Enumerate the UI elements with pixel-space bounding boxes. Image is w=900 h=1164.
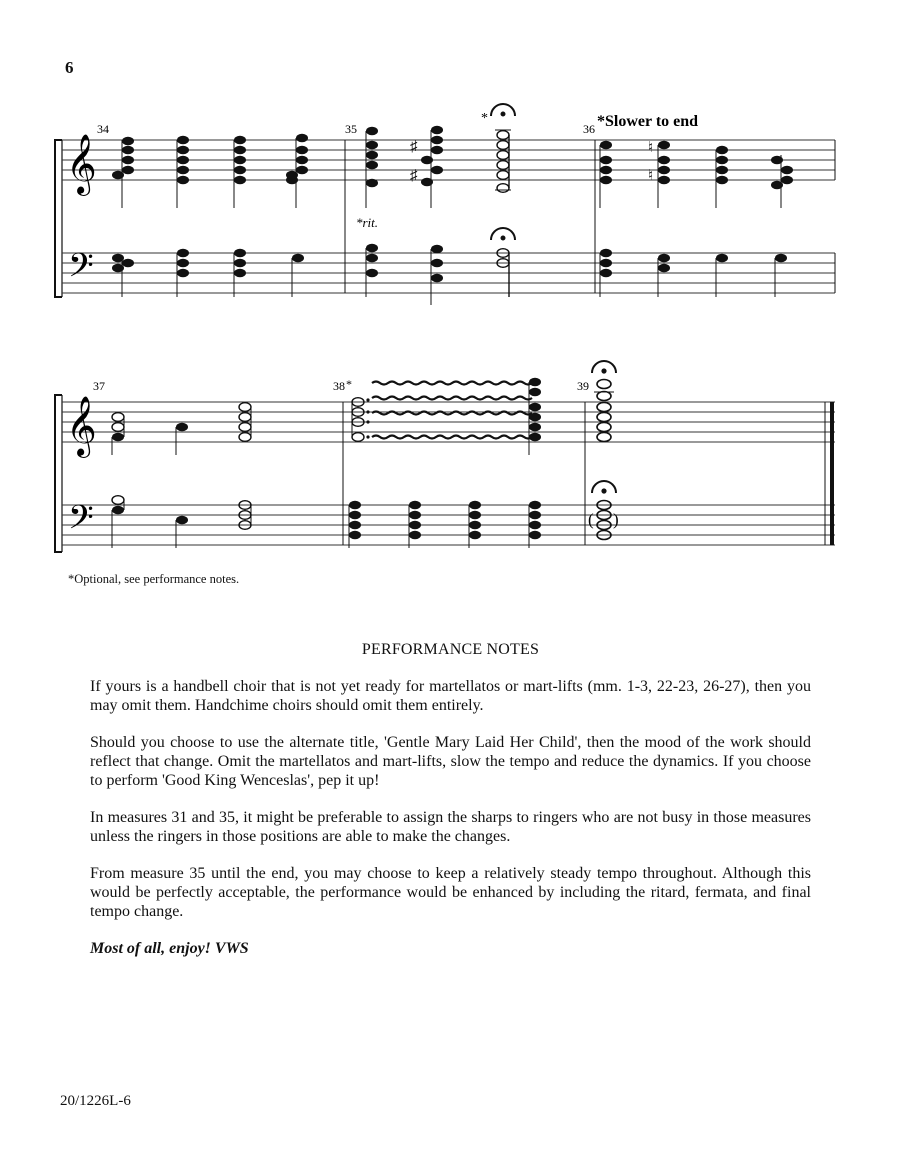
performance-notes (90, 640, 811, 976)
measure-number-38: 38 (333, 379, 345, 393)
treble-staff-2 (62, 402, 835, 442)
treble-clef-icon: 𝄞 (66, 136, 97, 193)
measure-number-39: 39 (577, 379, 589, 393)
treble-chords-m37 (112, 403, 251, 455)
tempo-marking: *Slower to end (597, 113, 699, 130)
system-1-bracket (55, 140, 62, 297)
svg-text:♯: ♯ (410, 168, 418, 184)
treble-clef-icon: 𝄞 (66, 398, 97, 455)
bass-parenthesis-right: ) (613, 510, 619, 529)
bass-clef-icon: 𝄢 (68, 499, 94, 544)
system-1 (55, 104, 835, 305)
notes-paragraph: If yours is a handbell choir that is not yet ready for martellatos or mart-lifts (mm. 1-3, 22-23, 26-27), then you may omit them. Handchime choirs should omit them entirely. (90, 678, 811, 714)
treble-chords-m34 (112, 134, 308, 208)
footnote: *Optional, see performance notes. (68, 572, 240, 586)
svg-text:♯: ♯ (410, 139, 418, 155)
notes-paragraph: Should you choose to use the alternate title, 'Gentle Mary Laid Her Child', then the mood of the work should reflect that change. Omit the martellatos and mart-lifts, slow the tempo and reduce the dynamics. If you choose to perform 'Good King Wenceslas', pep it up! (90, 734, 811, 789)
svg-text:♮: ♮ (648, 168, 654, 184)
notes-heading: PERFORMANCE NOTES (361, 641, 540, 658)
treble-chords-m38 (352, 378, 541, 455)
bass-staff-2 (62, 505, 835, 545)
treble-chord-m39 (592, 361, 616, 442)
notes-paragraph: From measure 35 until the end, you may choose to keep a relatively steady tempo throughout. Although this would be perfectly acceptable, the performance would be enhanced by including the ritard, fermata, and final tempo change. (90, 865, 811, 920)
measure-number-36: 36 (583, 122, 595, 136)
catalog-number: 20/1226L-6 (60, 1093, 131, 1109)
asterisk-m38: * (346, 377, 352, 391)
notes-paragraph: In measures 31 and 35, it might be preferable to assign the sharps to ringers who are not busy in those measures unless the ringers in those positions are able to make the changes. (90, 809, 811, 845)
system-2-bracket (55, 395, 62, 552)
notes-closing: Most of all, enjoy! VWS (90, 940, 249, 957)
measure-number-35: 35 (345, 122, 357, 136)
rit-marking: *rit. (356, 215, 379, 230)
bass-chords-system-2 (112, 496, 541, 548)
bass-clef-icon: 𝄢 (68, 247, 94, 292)
measure-number-37: 37 (93, 379, 105, 393)
fermata-asterisk: * (481, 111, 488, 126)
treble-fermata-chord (491, 104, 515, 192)
svg-text:♮: ♮ (648, 140, 654, 156)
bass-parenthesis-left: ( (588, 510, 594, 529)
system-2 (55, 361, 835, 552)
treble-chords-m35 (366, 126, 443, 208)
page-number: 6 (65, 58, 74, 77)
measure-number-34: 34 (97, 122, 109, 136)
